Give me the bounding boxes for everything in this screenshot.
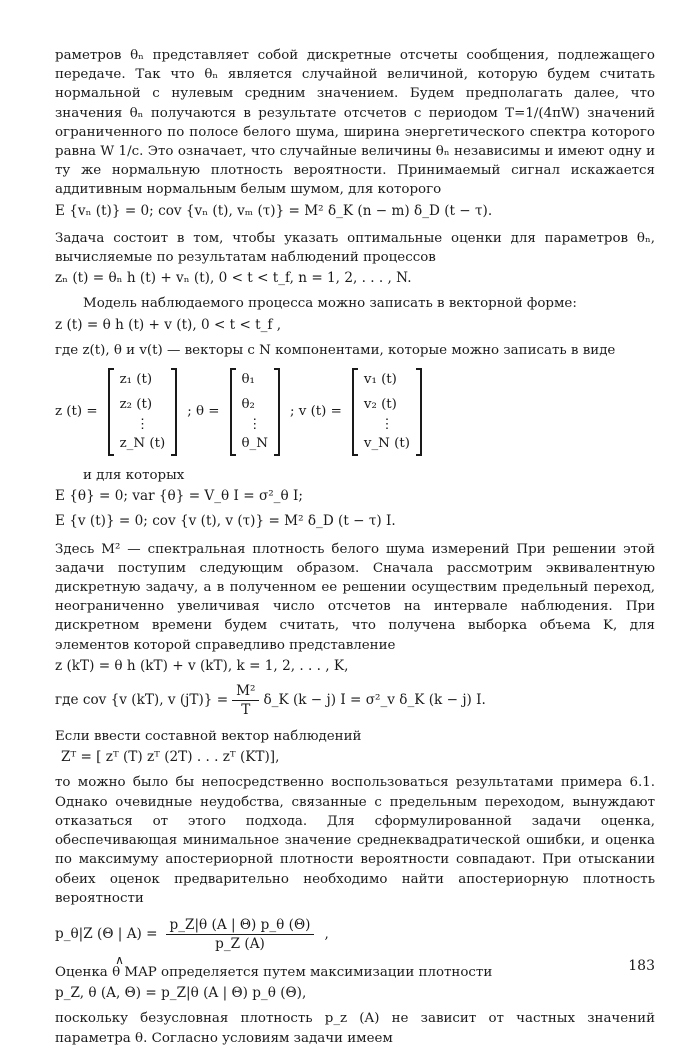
fraction bbox=[166, 916, 315, 953]
text-fragment: MAP определяется путем максимизации плотности bbox=[124, 964, 493, 980]
formula-discrete-cov bbox=[55, 682, 655, 719]
formula-composite-vector: Zᵀ = [ zᵀ (T) zᵀ (2T) . . . zᵀ (KT)], bbox=[61, 749, 280, 766]
text-fragment: Оценка bbox=[55, 964, 108, 980]
paragraph-10: поскольку безусловная плотность p_z (A) не зависит от частных значений параметра θ. Согласно условиям задачи имеем bbox=[55, 1011, 655, 1046]
matrix-z-label: z (t) = bbox=[55, 404, 98, 420]
paragraph-2: Задача состоит в том, чтобы указать оптимальные оценки для параметров θₙ, вычисляемые по результатам наблюдений процессов bbox=[55, 230, 655, 266]
paragraph-3: Модель наблюдаемого процесса можно записать в векторной форме: bbox=[83, 296, 577, 312]
matrix-theta-entry: θ₂ bbox=[241, 397, 255, 413]
matrix-theta-entry: θ_N bbox=[241, 436, 268, 452]
paragraph-6: Здесь M² — спектральная плотность белого шума измерений При решении этой задачи поступим следующим образом. Сначала рассмотрим эквивалентную дискретную задачу, а в полученном ее решении осуществим предельный переход, неограниченно увеличивая число отсчетов на интервале наблюдения. При дискретном времени будем считать, что получена выборка объема K, для элементов которой справедливо представление bbox=[55, 541, 655, 653]
formula-part: δ_K (k − j) I = σ²_v δ_K (k − j) I. bbox=[263, 691, 486, 708]
matrix-theta bbox=[230, 368, 280, 456]
page-number: 183 bbox=[628, 958, 655, 974]
matrix-v-entry: v₂ (t) bbox=[363, 397, 397, 413]
matrix-z-entry: z₁ (t) bbox=[119, 372, 153, 388]
matrix-z-entry: z_N (t) bbox=[119, 436, 166, 452]
formula-v-statistics: E {v (t)} = 0; cov {v (t), v (τ)} = M² δ_D (t − τ) I. bbox=[55, 513, 396, 530]
matrix-dots: ⋮ bbox=[135, 416, 150, 432]
vector-definitions bbox=[55, 366, 655, 458]
formula-vector-model: z (t) = θ h (t) + v (t), 0 < t < t_f , bbox=[55, 316, 282, 333]
hat-symbol: ∧ bbox=[115, 952, 124, 967]
paragraph-1: раметров θₙ представляет собой дискретные отсчеты сообщения, подлежащего передаче. Так что θₙ является случайной величиной, которую будем считать нормальной с нулевым средним значением. Будем предполагать далее, что значения θₙ получаются в результате отсчетов с периодом T=1/(4πW) значений ограниченного по полосе белого шума, ширина энергетического спектра которого равна W 1/с. Это означает, что случайные величины θₙ независимы и имеют одну и ту же нормальную плотность вероятности. Принимаемый сигнал искажается аддитивным нормальным белым шумом, для которого bbox=[55, 48, 655, 198]
fraction-numerator: M² bbox=[232, 682, 259, 701]
fraction-denominator: T bbox=[241, 702, 251, 719]
formula-discrete-model: z (kT) = θ h (kT) + v (kT), k = 1, 2, . . . , K, bbox=[55, 657, 349, 674]
fraction bbox=[232, 682, 259, 719]
matrix-z-entry: z₂ (t) bbox=[119, 397, 153, 413]
formula-part: где cov {v (kT), v (jT)} = bbox=[55, 691, 229, 708]
theta-hat bbox=[112, 952, 124, 982]
formula-joint-density: p_Z, θ (A, Θ) = p_Z|θ (A | Θ) p_θ (Θ), bbox=[55, 985, 307, 1002]
matrix-dots: ⋮ bbox=[380, 416, 394, 432]
matrix-theta-label: ; θ = bbox=[187, 404, 220, 420]
matrix-v-entry: v_N (t) bbox=[363, 436, 410, 452]
matrix-theta-entry: θ₁ bbox=[241, 372, 255, 388]
paragraph-7: Если ввести составной вектор наблюдений bbox=[55, 729, 362, 745]
formula-part: , bbox=[324, 925, 329, 942]
matrix-v-entry: v₁ (t) bbox=[363, 372, 397, 388]
formula-noise-statistics: E {vₙ (t)} = 0; cov {vₙ (t), vₘ (τ)} = M² δ_K (n − m) δ_D (t − τ). bbox=[55, 202, 493, 219]
matrix-z bbox=[108, 368, 178, 456]
matrix-v bbox=[352, 368, 422, 456]
page-body bbox=[55, 46, 655, 1046]
matrix-v-label: ; v (t) = bbox=[289, 404, 342, 420]
fraction-denominator: p_Z (A) bbox=[215, 935, 265, 952]
paragraph-9 bbox=[55, 952, 655, 982]
matrix-dots: ⋮ bbox=[248, 416, 262, 432]
formula-observations: zₙ (t) = θₙ h (t) + vₙ (t), 0 < t < t_f, n = 1, 2, . . . , N. bbox=[55, 270, 412, 287]
paragraph-5: и для которых bbox=[83, 468, 185, 484]
formula-theta-statistics: E {θ} = 0; var {θ} = V_θ I = σ²_θ I; bbox=[55, 488, 303, 505]
fraction-numerator: p_Z|θ (A | Θ) p_θ (Θ) bbox=[166, 916, 315, 935]
paragraph-4: где z(t), θ и v(t) — векторы с N компонентами, которые можно записать в виде bbox=[55, 342, 616, 358]
theta-symbol: θ bbox=[112, 964, 121, 980]
formula-part: p_θ|Z (Θ | A) = bbox=[55, 925, 158, 942]
paragraph-8: то можно было бы непосредственно воспользоваться результатами примера 6.1. Однако очевидные неудобства, связанные с предельным переходом, вынуждают отказаться от этого подхода. Для сформулированной задачи оценка, обеспечивающая минимальное значение среднеквадратической ошибки, и оценка по максимуму апостериорной плотности вероятности совпадают. При отыскании обеих оценок предварительно необходимо найти апостериорную плотность вероятности bbox=[55, 775, 655, 906]
formula-posterior bbox=[55, 916, 655, 953]
